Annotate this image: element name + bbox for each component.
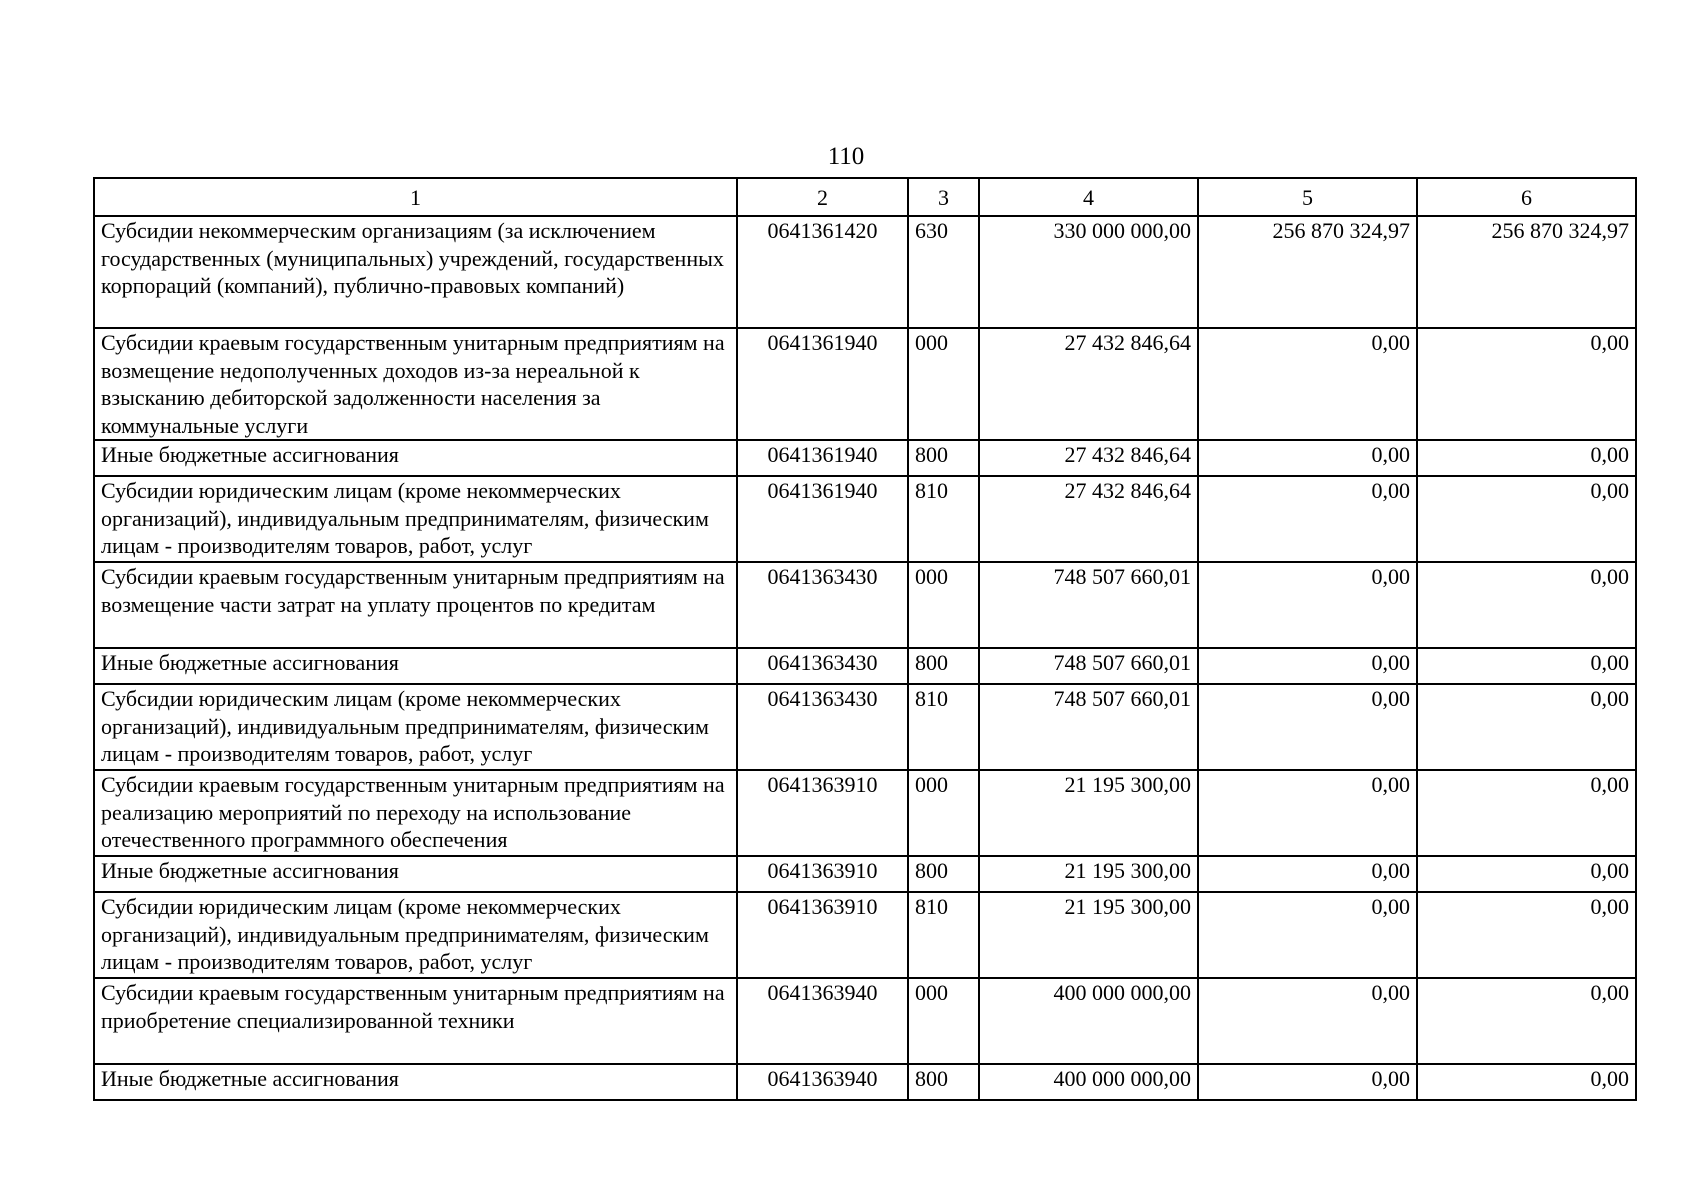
table-row [94, 856, 1636, 892]
row-col5-value: 0,00 [1198, 770, 1417, 856]
row-col4-value: 21 195 300,00 [979, 770, 1198, 856]
row-col4-value: 748 507 660,01 [979, 648, 1198, 684]
row-col5-value: 0,00 [1198, 476, 1417, 562]
row-col5-value: 0,00 [1198, 562, 1417, 648]
row-code: 0641363940 [737, 978, 908, 1064]
row-col5-value: 256 870 324,97 [1198, 216, 1417, 328]
table-row [94, 648, 1636, 684]
row-code: 0641361940 [737, 476, 908, 562]
row-col5-value: 0,00 [1198, 892, 1417, 978]
row-name: Субсидии краевым государственным унитарным предприятиям на приобретение специализированной техники [94, 978, 737, 1064]
column-header: 3 [908, 178, 979, 216]
row-code: 0641363430 [737, 684, 908, 770]
row-col5-value: 0,00 [1198, 328, 1417, 440]
column-header: 5 [1198, 178, 1417, 216]
row-col6-value: 0,00 [1417, 978, 1636, 1064]
row-col4-value: 400 000 000,00 [979, 1064, 1198, 1100]
row-col4-value: 748 507 660,01 [979, 684, 1198, 770]
row-expense-type: 630 [908, 216, 979, 328]
row-col5-value: 0,00 [1198, 684, 1417, 770]
row-col4-value: 21 195 300,00 [979, 856, 1198, 892]
row-expense-type: 800 [908, 440, 979, 476]
table-row [94, 892, 1636, 978]
header-row [94, 178, 1636, 216]
row-col5-value: 0,00 [1198, 856, 1417, 892]
row-expense-type: 800 [908, 1064, 979, 1100]
row-expense-type: 800 [908, 648, 979, 684]
column-header: 1 [94, 178, 737, 216]
row-code: 0641363910 [737, 892, 908, 978]
table-row [94, 216, 1636, 328]
row-code: 0641361940 [737, 440, 908, 476]
row-col4-value: 400 000 000,00 [979, 978, 1198, 1064]
row-col6-value: 0,00 [1417, 856, 1636, 892]
row-name: Иные бюджетные ассигнования [94, 1064, 737, 1100]
table-row [94, 562, 1636, 648]
table-body [94, 216, 1636, 1100]
row-col6-value: 0,00 [1417, 476, 1636, 562]
row-col5-value: 0,00 [1198, 440, 1417, 476]
row-code: 0641363910 [737, 856, 908, 892]
table-row [94, 328, 1636, 440]
row-col6-value: 0,00 [1417, 562, 1636, 648]
column-header: 6 [1417, 178, 1636, 216]
page-number: 110 [827, 143, 865, 170]
row-name: Субсидии краевым государственным унитарным предприятиям на возмещение части затрат на уплату процентов по кредитам [94, 562, 737, 648]
row-col6-value: 0,00 [1417, 892, 1636, 978]
row-col4-value: 748 507 660,01 [979, 562, 1198, 648]
table-row [94, 476, 1636, 562]
row-col4-value: 330 000 000,00 [979, 216, 1198, 328]
column-header: 2 [737, 178, 908, 216]
table-row [94, 978, 1636, 1064]
row-expense-type: 810 [908, 684, 979, 770]
row-code: 0641361420 [737, 216, 908, 328]
row-col6-value: 0,00 [1417, 1064, 1636, 1100]
row-name: Субсидии юридическим лицам (кроме некоммерческих организаций), индивидуальным предпринимателям, физическим лицам - производителям товаров, работ, услуг [94, 892, 737, 978]
row-col4-value: 27 432 846,64 [979, 440, 1198, 476]
row-col4-value: 21 195 300,00 [979, 892, 1198, 978]
row-name: Субсидии краевым государственным унитарным предприятиям на реализацию мероприятий по переходу на использование отечественного программного обеспечения [94, 770, 737, 856]
row-expense-type: 810 [908, 476, 979, 562]
row-col6-value: 0,00 [1417, 770, 1636, 856]
row-col5-value: 0,00 [1198, 1064, 1417, 1100]
row-name: Иные бюджетные ассигнования [94, 440, 737, 476]
row-name: Иные бюджетные ассигнования [94, 856, 737, 892]
row-name: Субсидии некоммерческим организациям (за исключением государственных (муниципальных) учреждений, государственных корпораций (компаний), публично-правовых компаний) [94, 216, 737, 328]
row-col6-value: 0,00 [1417, 684, 1636, 770]
row-expense-type: 000 [908, 328, 979, 440]
row-code: 0641363430 [737, 648, 908, 684]
row-col5-value: 0,00 [1198, 978, 1417, 1064]
row-code: 0641363940 [737, 1064, 908, 1100]
row-code: 0641363910 [737, 770, 908, 856]
row-name: Субсидии юридическим лицам (кроме некоммерческих организаций), индивидуальным предпринимателям, физическим лицам - производителям товаров, работ, услуг [94, 476, 737, 562]
table-row [94, 770, 1636, 856]
row-col6-value: 0,00 [1417, 648, 1636, 684]
row-col6-value: 256 870 324,97 [1417, 216, 1636, 328]
table-row [94, 440, 1636, 476]
table-row [94, 1064, 1636, 1100]
row-name: Субсидии краевым государственным унитарным предприятиям на возмещение недополученных доходов из-за нереальной к взысканию дебиторской задолженности населения за коммунальные услуги [94, 328, 737, 440]
row-col4-value: 27 432 846,64 [979, 476, 1198, 562]
row-expense-type: 000 [908, 978, 979, 1064]
row-expense-type: 000 [908, 770, 979, 856]
row-expense-type: 810 [908, 892, 979, 978]
row-col5-value: 0,00 [1198, 648, 1417, 684]
row-col4-value: 27 432 846,64 [979, 328, 1198, 440]
row-name: Субсидии юридическим лицам (кроме некоммерческих организаций), индивидуальным предпринимателям, физическим лицам - производителям товаров, работ, услуг [94, 684, 737, 770]
row-expense-type: 000 [908, 562, 979, 648]
row-code: 0641363430 [737, 562, 908, 648]
table-header [94, 178, 1636, 216]
row-code: 0641361940 [737, 328, 908, 440]
budget-table [93, 177, 1637, 1101]
row-col6-value: 0,00 [1417, 440, 1636, 476]
row-name: Иные бюджетные ассигнования [94, 648, 737, 684]
column-header: 4 [979, 178, 1198, 216]
row-col6-value: 0,00 [1417, 328, 1636, 440]
row-expense-type: 800 [908, 856, 979, 892]
table-row [94, 684, 1636, 770]
